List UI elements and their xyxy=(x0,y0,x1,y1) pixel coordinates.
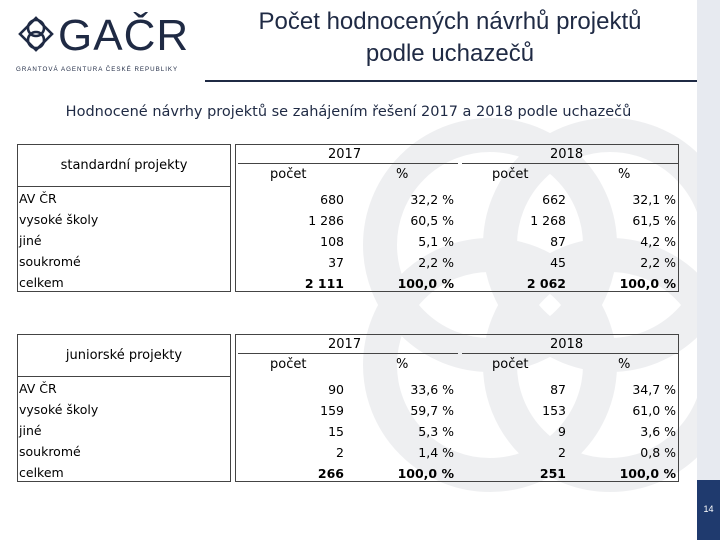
total-cell: 100,0 % xyxy=(397,276,454,291)
section-heading: standardní projekty xyxy=(60,157,188,173)
row-label: vysoké školy xyxy=(19,212,99,227)
year-2017-header: 2017 xyxy=(328,337,362,352)
row-label: AV ČR xyxy=(19,191,57,206)
table-cell: 90 xyxy=(328,382,344,397)
table-cell: 61,0 % xyxy=(632,403,676,418)
gacr-knot-logo-icon xyxy=(16,14,56,58)
row-label: celkem xyxy=(19,275,64,290)
total-cell: 100,0 % xyxy=(619,276,676,291)
table-cell: 2 xyxy=(558,445,566,460)
year-divider xyxy=(238,163,458,164)
row-label: AV ČR xyxy=(19,381,57,396)
year-divider xyxy=(238,353,458,354)
total-cell: 100,0 % xyxy=(619,466,676,481)
total-cell: 2 111 xyxy=(304,276,344,291)
table-cell: 87 xyxy=(550,234,566,249)
table-cell: 159 xyxy=(320,403,344,418)
total-cell: 100,0 % xyxy=(397,466,454,481)
year-2018-header: 2018 xyxy=(550,337,584,352)
gacr-logo xyxy=(16,11,190,73)
section-heading: juniorské projekty xyxy=(65,347,183,363)
table-cell: 59,7 % xyxy=(410,403,454,418)
table-cell: 662 xyxy=(542,192,566,207)
table-cell: 3,6 % xyxy=(640,424,676,439)
table-cell: 5,3 % xyxy=(418,424,454,439)
data-box xyxy=(235,334,679,482)
column-header-percent: % xyxy=(396,357,409,372)
table-cell: 34,7 % xyxy=(632,382,676,397)
year-divider xyxy=(462,163,678,164)
table-cell: 9 xyxy=(558,424,566,439)
table-cell: 2 xyxy=(336,445,344,460)
row-label: vysoké školy xyxy=(19,402,99,417)
column-header-count: počet xyxy=(270,357,307,372)
table-cell: 1,4 % xyxy=(418,445,454,460)
table-cell: 4,2 % xyxy=(640,234,676,249)
side-bar xyxy=(697,0,720,540)
row-label: soukromé xyxy=(19,254,81,269)
page-title-line1: Počet hodnocených návrhů projektů xyxy=(258,8,642,35)
total-cell: 251 xyxy=(539,466,566,481)
row-label: celkem xyxy=(19,465,64,480)
table-cell: 2,2 % xyxy=(418,255,454,270)
table-cell: 45 xyxy=(550,255,566,270)
column-header-percent: % xyxy=(396,167,409,182)
table-cell: 32,1 % xyxy=(632,192,676,207)
table-cell: 1 286 xyxy=(308,213,344,228)
year-divider xyxy=(462,353,678,354)
column-header-count: počet xyxy=(270,167,307,182)
table-subtitle: Hodnocené návrhy projektů se zahájením řešení 2017 a 2018 podle uchazečů xyxy=(65,104,632,120)
page-title xyxy=(205,6,695,70)
divider xyxy=(17,376,231,377)
column-header-percent: % xyxy=(618,167,631,182)
table-cell: 2,2 % xyxy=(640,255,676,270)
table-cell: 61,5 % xyxy=(632,213,676,228)
logo-wordmark: GAČR xyxy=(58,11,190,60)
table-cell: 0,8 % xyxy=(640,445,676,460)
row-label: jiné xyxy=(19,423,42,438)
row-label: jiné xyxy=(19,233,42,248)
table-cell: 5,1 % xyxy=(418,234,454,249)
column-header-count: počet xyxy=(492,357,529,372)
table-cell: 37 xyxy=(328,255,344,270)
column-header-percent: % xyxy=(618,357,631,372)
title-divider xyxy=(205,80,697,82)
table-cell: 15 xyxy=(328,424,344,439)
page-number: 14 xyxy=(703,504,714,514)
year-2018-header: 2018 xyxy=(550,147,584,162)
column-header-count: počet xyxy=(492,167,529,182)
table-cell: 108 xyxy=(320,234,344,249)
data-box xyxy=(235,144,679,292)
table-cell: 153 xyxy=(542,403,566,418)
year-2017-header: 2017 xyxy=(328,147,362,162)
table-cell: 33,6 % xyxy=(410,382,454,397)
table-cell: 32,2 % xyxy=(410,192,454,207)
total-cell: 266 xyxy=(317,466,344,481)
divider xyxy=(17,186,231,187)
page-title-line2: podle uchazečů xyxy=(365,40,535,67)
total-cell: 2 062 xyxy=(526,276,566,291)
table-cell: 87 xyxy=(550,382,566,397)
row-label: soukromé xyxy=(19,444,81,459)
table-cell: 60,5 % xyxy=(410,213,454,228)
table-cell: 1 268 xyxy=(530,213,566,228)
logo-subtitle: GRANTOVÁ AGENTURA ČESKÉ REPUBLIKY xyxy=(16,66,179,73)
table-cell: 680 xyxy=(320,192,344,207)
